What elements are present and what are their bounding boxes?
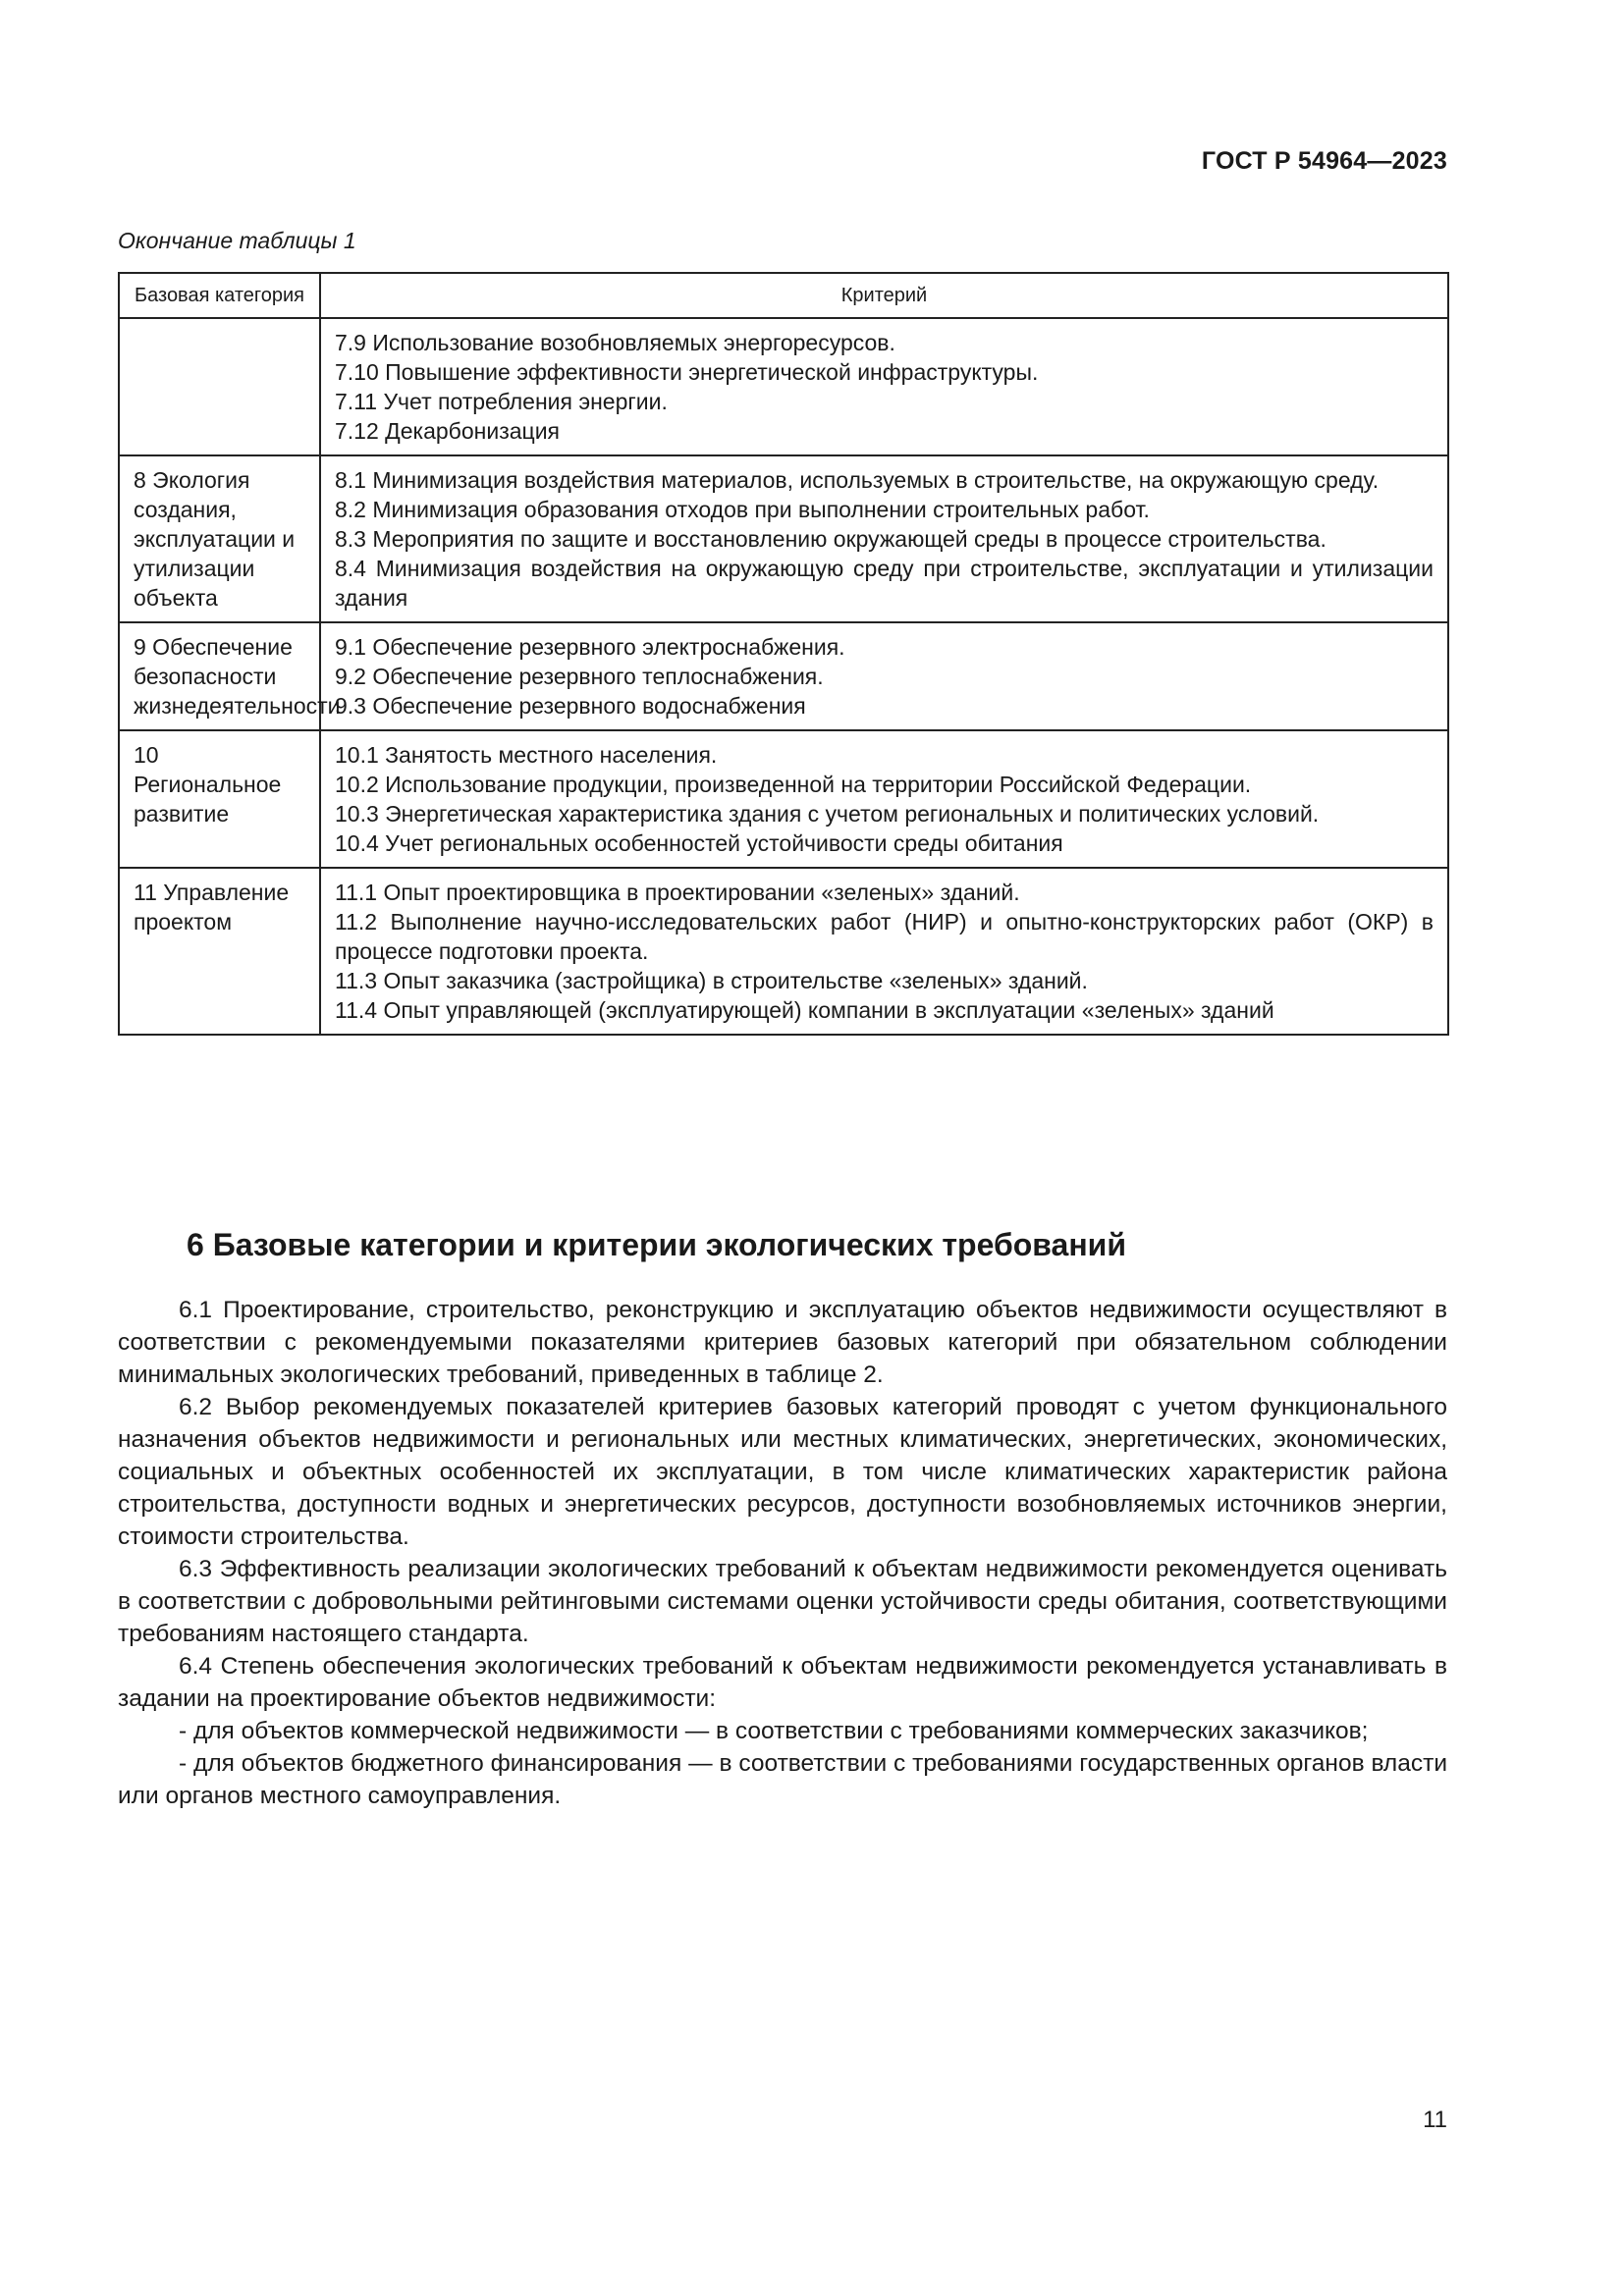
criterion-item: 7.10 Повышение эффективности энергетической инфраструктуры. bbox=[335, 359, 1039, 385]
criterion-item: 11.3 Опыт заказчика (застройщика) в строительстве «зеленых» зданий. bbox=[335, 968, 1088, 993]
category-cell: 9 Обеспечение безопасности жизнедеятельности bbox=[119, 622, 320, 730]
criteria-table bbox=[118, 272, 1449, 1036]
criterion-item: 9.2 Обеспечение резервного теплоснабжения. bbox=[335, 664, 824, 689]
criterion-item: 11.2 Выполнение научно-исследовательских работ (НИР) и опытно-конструкторских работ (ОКР) в процессе подготовки проекта. bbox=[335, 909, 1434, 964]
table-row bbox=[119, 730, 1448, 868]
list-item: - для объектов бюджетного финансирования — в соответствии с требованиями государственных органов власти или органов местного самоуправления. bbox=[118, 1750, 1447, 1809]
criterion-item: 11.1 Опыт проектировщика в проектировании «зеленых» зданий. bbox=[335, 880, 1020, 905]
criterion-item: 7.11 Учет потребления энергии. bbox=[335, 389, 668, 414]
table-row bbox=[119, 318, 1448, 455]
criterion-item: 11.4 Опыт управляющей (эксплуатирующей) компании в эксплуатации «зеленых» зданий bbox=[335, 997, 1274, 1023]
paragraph: 6.4 Степень обеспечения экологических требований к объектам недвижимости рекомендуется устанавливать в задании на проектирование объектов недвижимости: bbox=[118, 1653, 1447, 1712]
criterion-item: 8.1 Минимизация воздействия материалов, используемых в строительстве, на окружающую среду. bbox=[335, 467, 1380, 493]
paragraph: 6.1 Проектирование, строительство, реконструкцию и эксплуатацию объектов недвижимости осуществляют в соответствии с рекомендуемыми показателями критериев базовых категорий при обязательном соблюдении минимальных экологических требований, приведенных в таблице 2. bbox=[118, 1297, 1447, 1388]
criterion-item: 7.12 Декарбонизация bbox=[335, 418, 561, 444]
criterion-item: 9.1 Обеспечение резервного электроснабжения. bbox=[335, 634, 845, 660]
page-number: 11 bbox=[1423, 2107, 1447, 2133]
criterion-item: 8.3 Мероприятия по защите и восстановлению окружающей среды в процессе строительства. bbox=[335, 526, 1326, 552]
criterion-item: 10.1 Занятость местного населения. bbox=[335, 742, 718, 768]
criterion-item: 10.4 Учет региональных особенностей устойчивости среды обитания bbox=[335, 830, 1063, 856]
table-row bbox=[119, 868, 1448, 1035]
criteria-cell bbox=[320, 730, 1448, 868]
category-cell: 11 Управление проектом bbox=[119, 868, 320, 1035]
section-title: 6 Базовые категории и критерии экологических требований bbox=[187, 1227, 1126, 1262]
category-cell bbox=[119, 318, 320, 455]
criterion-item: 8.2 Минимизация образования отходов при выполнении строительных работ. bbox=[335, 497, 1150, 522]
criterion-item: 7.9 Использование возобновляемых энергоресурсов. bbox=[335, 330, 895, 355]
criterion-item: 10.3 Энергетическая характеристика здания с учетом региональных и политических условий. bbox=[335, 801, 1320, 827]
table-caption: Окончание таблицы 1 bbox=[118, 228, 356, 253]
criteria-cell bbox=[320, 622, 1448, 730]
table-row bbox=[119, 622, 1448, 730]
criteria-cell bbox=[320, 868, 1448, 1035]
table-row bbox=[119, 455, 1448, 622]
standard-code: ГОСТ Р 54964—2023 bbox=[1201, 147, 1447, 175]
list-item: - для объектов коммерческой недвижимости — в соответствии с требованиями коммерческих заказчиков; bbox=[179, 1718, 1369, 1744]
category-cell: 10 Региональное развитие bbox=[119, 730, 320, 868]
paragraph: 6.2 Выбор рекомендуемых показателей критериев базовых категорий проводят с учетом функционального назначения объектов недвижимости и региональных или местных климатических, энергетических, экономических, социальных и объектных особенностей их эксплуатации, в том числе климатических характеристик района строительства, доступности водных и энергетических ресурсов, доступности возобновляемых источников энергии, стоимости строительства. bbox=[118, 1394, 1447, 1550]
category-cell: 8 Экология создания, эксплуатации и утилизации объекта bbox=[119, 455, 320, 622]
criterion-item: 8.4 Минимизация воздействия на окружающую среду при строительстве, эксплуатации и утилизации здания bbox=[335, 556, 1434, 611]
table-header-row bbox=[119, 273, 1448, 318]
paragraph: 6.3 Эффективность реализации экологических требований к объектам недвижимости рекомендуется оценивать в соответствии с добровольными рейтинговыми системами оценки устойчивости среды обитания, соответствующими требованиям настоящего стандарта. bbox=[118, 1556, 1447, 1647]
criterion-item: 9.3 Обеспечение резервного водоснабжения bbox=[335, 693, 806, 719]
section-body bbox=[118, 1294, 1447, 1812]
criteria-cell bbox=[320, 318, 1448, 455]
criteria-cell bbox=[320, 455, 1448, 622]
column-header-criterion: Критерий bbox=[320, 273, 1448, 318]
column-header-category: Базовая категория bbox=[119, 273, 320, 318]
criterion-item: 10.2 Использование продукции, произведенной на территории Российской Федерации. bbox=[335, 772, 1252, 797]
